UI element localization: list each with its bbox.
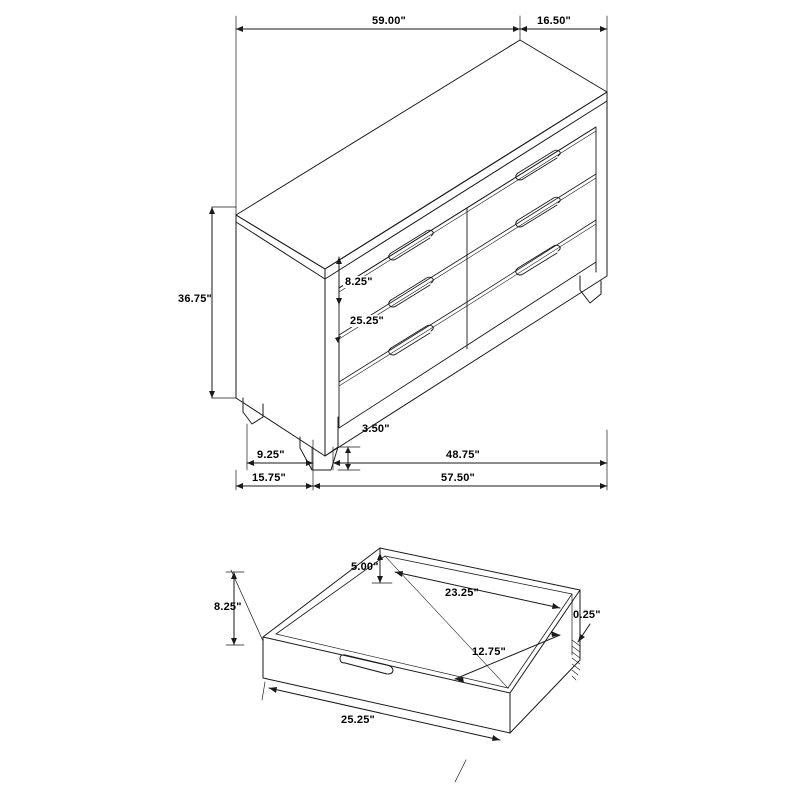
dim-label-drawer-side-height: 8.25" xyxy=(214,601,242,613)
dim-label-drawer-height: 8.25" xyxy=(345,276,373,288)
dim-label-drawer-thickness: 0.25" xyxy=(573,609,601,621)
dim-label-base-front-width: 48.75" xyxy=(446,449,480,461)
dim-label-base-total-width: 57.50" xyxy=(441,472,475,484)
dim-label-drawer-width: 25.25" xyxy=(350,315,384,327)
dim-label-top-width: 59.00" xyxy=(372,15,406,27)
dim-label-base-depth: 15.75" xyxy=(252,472,286,484)
dim-label-drawer-interior-depth: 5.00" xyxy=(351,561,379,573)
dim-label-overall-height: 36.75" xyxy=(178,293,212,305)
dim-label-leg-inset: 9.25" xyxy=(257,449,285,461)
dim-label-drawer-interior-width: 23.25" xyxy=(445,587,479,599)
dim-label-drawer-front-to-back: 12.75" xyxy=(472,646,506,658)
dim-label-top-depth: 16.50" xyxy=(537,15,571,27)
dim-label-leg-height: 3.50" xyxy=(362,423,390,435)
dim-label-drawer-overall-width: 25.25" xyxy=(341,714,375,726)
